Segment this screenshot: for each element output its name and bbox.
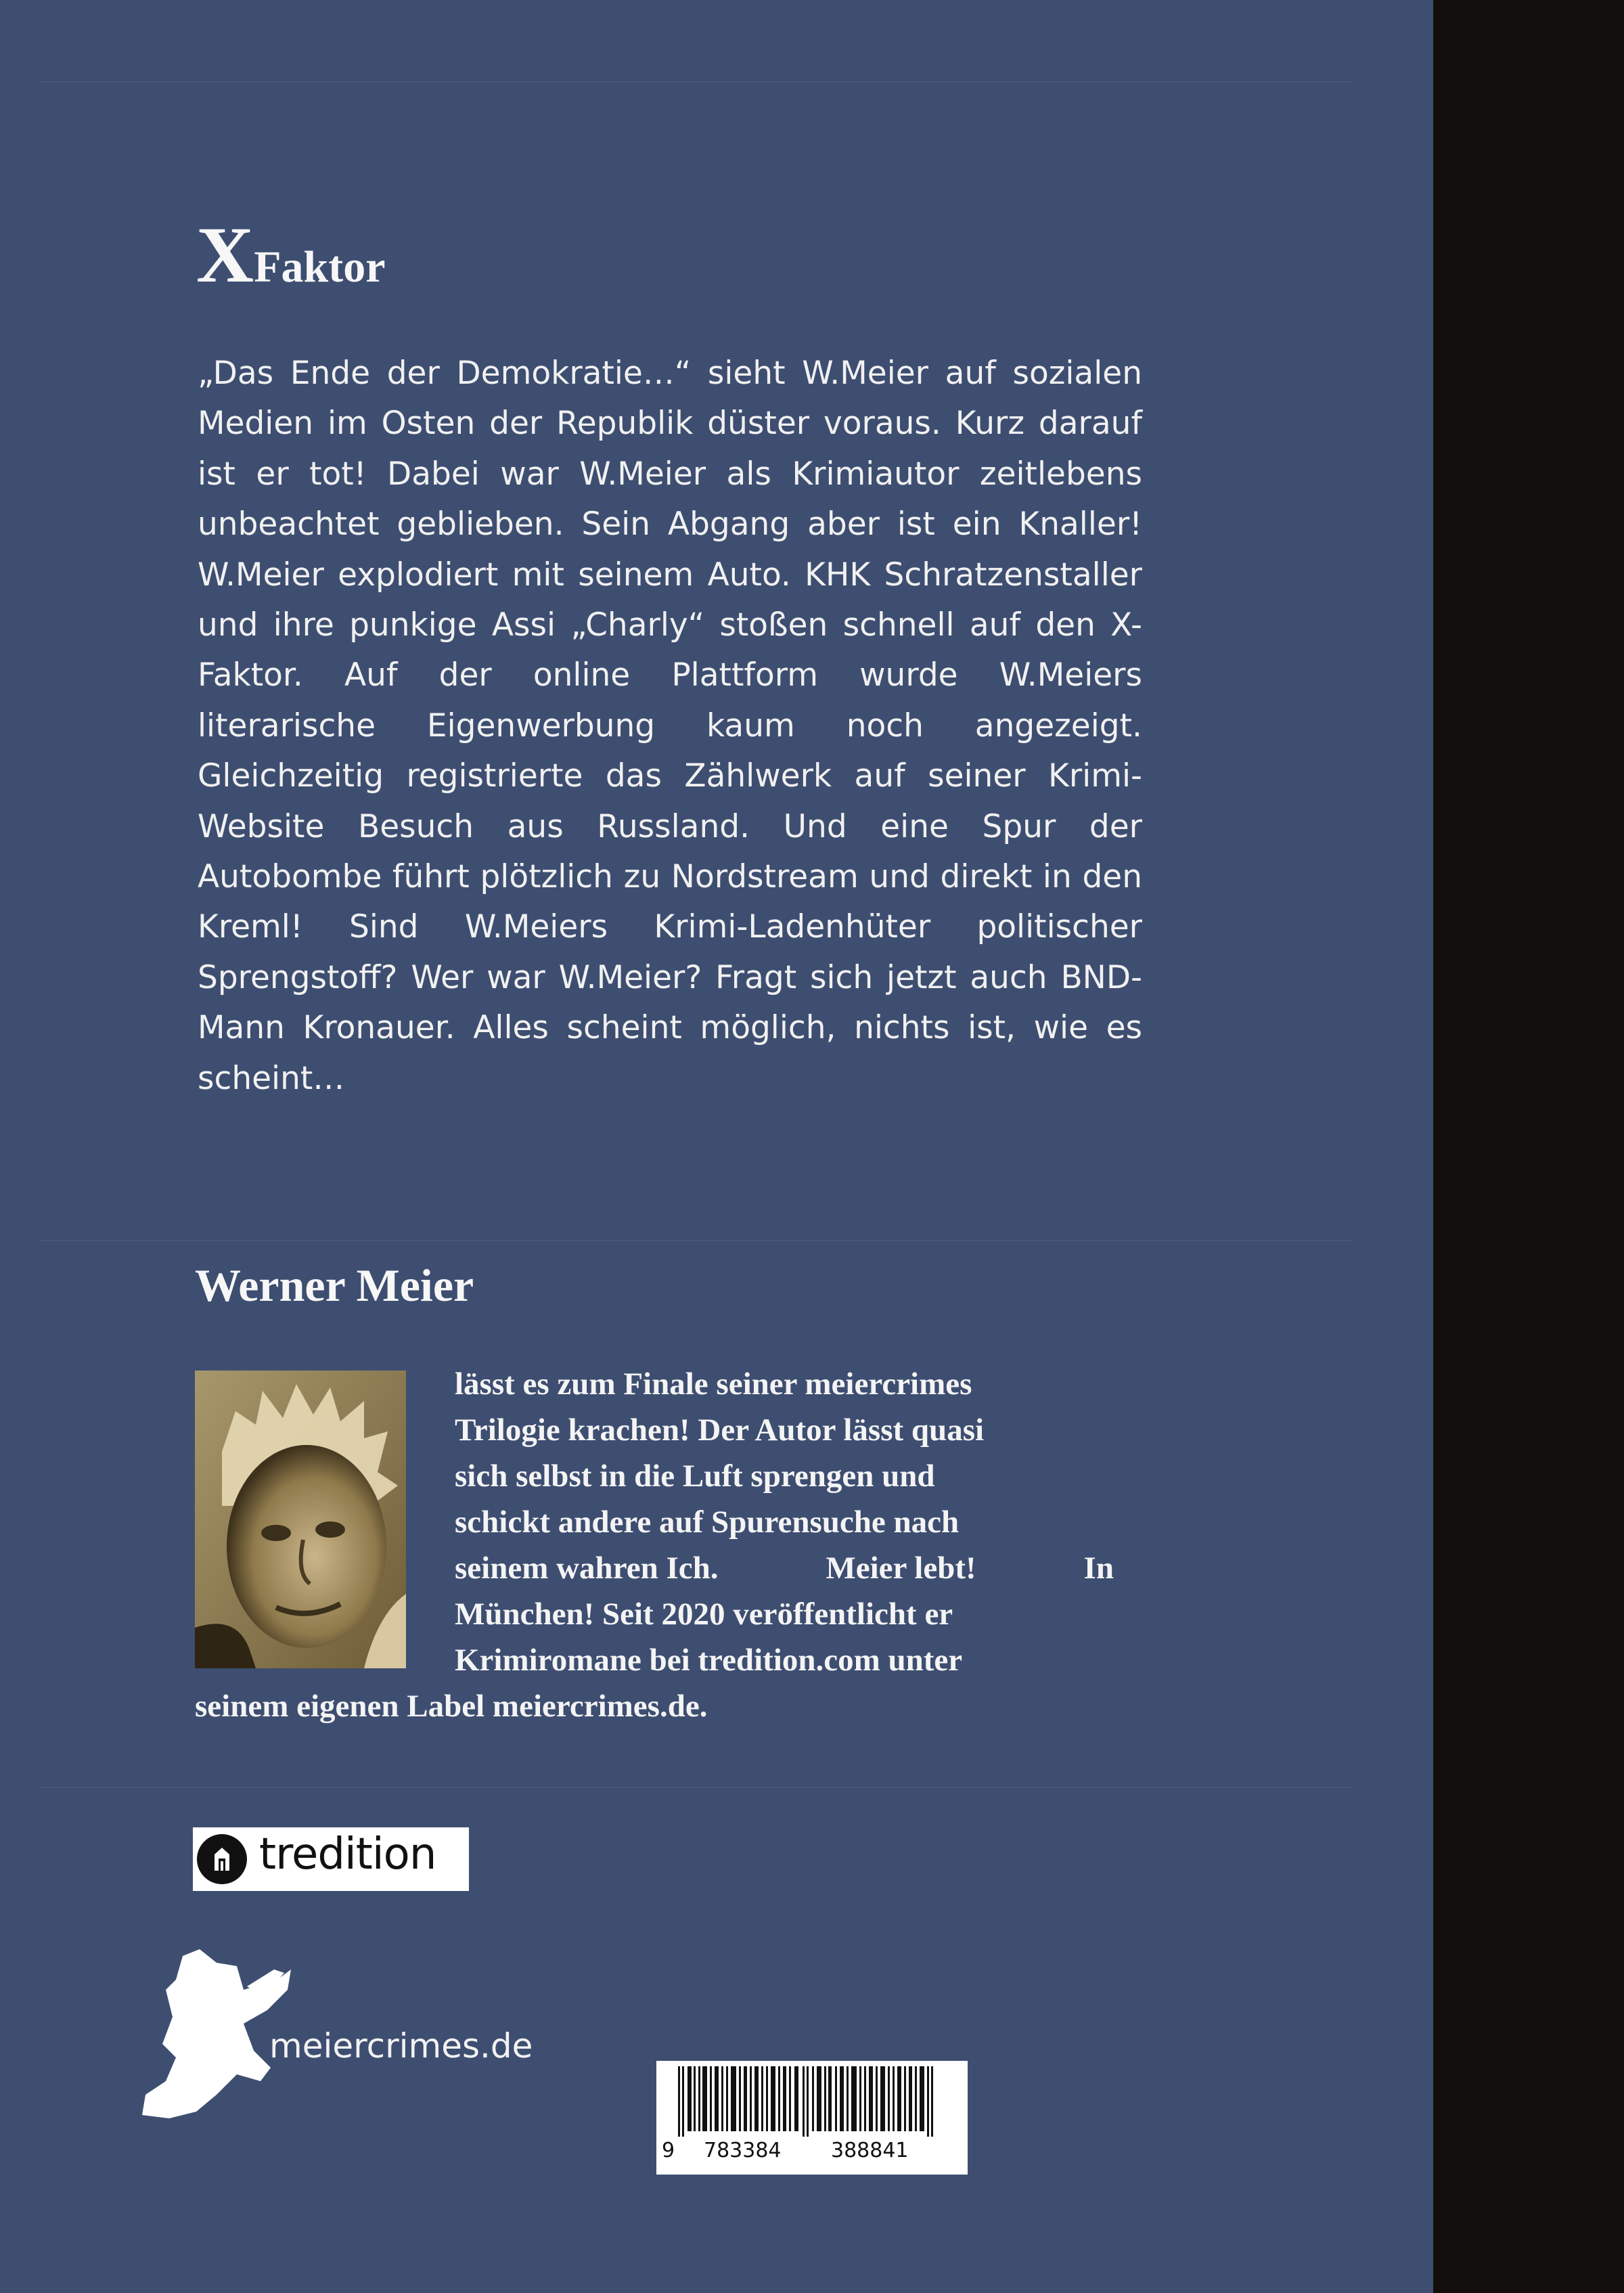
author-bio-line: Krimiromane bei tredition.com unter	[455, 1643, 963, 1678]
book-title-rest: Faktor	[254, 242, 386, 292]
cover-texture-line	[41, 81, 1353, 83]
isbn-barcode	[656, 2061, 968, 2175]
blurb-text: „Das Ende der Demokratie…“ sieht W.Meier auf sozialen Medien im Osten der Republik düster voraus. Kurz darauf ist er tot! Dabei war W.Meier als Krimiautor zeitlebens unbeachtet geblieben. Sein Abgang aber ist ein Knaller! W.Meier explodiert mit seinem Auto. KHK Schratzenstaller und ihre punkige Assi „Charly“ stoßen schnell auf den X-Faktor. Auf der online Plattform wurde W.Meiers literarische Eigenwerbung kaum noch angezeigt. Gleichzeitig registrierte das Zählwerk auf seiner Krimi-Website Besuch aus Russland. Und eine Spur der Autobombe führt plötzlich zu Nordstream und direkt in den Kreml! Sind W.Meiers Krimi-Ladenhüter politischer Sprengstoff? Wer war W.Meier? Fragt sich jetzt auch BND-Mann Kronauer. Alles scheint möglich, nichts ist, wie es scheint…	[198, 355, 1142, 1097]
author-name: Werner Meier	[195, 1260, 474, 1311]
barcode-lead-digit: 9	[662, 2139, 675, 2162]
author-bio-line: München! Seit 2020 veröffentlicht er	[455, 1597, 953, 1632]
barcode-digits-left: 783384	[704, 2139, 782, 2162]
barcode-digits-right: 388841	[831, 2139, 909, 2162]
author-bio-line: lässt es zum Finale seiner meiercrimes	[455, 1366, 972, 1402]
cover-texture-line	[41, 1240, 1353, 1241]
book-title	[196, 210, 386, 299]
author-bio-line: sich selbst in die Luft sprengen und	[455, 1459, 935, 1494]
author-portrait-image	[195, 1371, 406, 1668]
author-bio-line	[455, 1553, 1114, 1584]
tredition-wordmark: tredition	[259, 1829, 436, 1879]
author-bio-fragment: Meier lebt!	[826, 1551, 976, 1586]
tredition-logo-icon	[197, 1834, 247, 1884]
meiercrimes-wordmark: meiercrimes.de	[269, 2026, 533, 2066]
book-title-x: X	[196, 210, 254, 299]
spine-edge	[1433, 0, 1624, 2293]
author-bio-fragment: seinem wahren Ich.	[455, 1551, 719, 1586]
author-bio-line: seinem eigenen Label meiercrimes.de.	[195, 1689, 708, 1724]
author-bio-line: Trilogie krachen! Der Autor lässt quasi	[455, 1412, 985, 1448]
author-bio-fragment: In	[1083, 1551, 1114, 1586]
barcode-bars	[677, 2066, 947, 2137]
author-photo	[195, 1371, 406, 1668]
author-bio-line: schickt andere auf Spurensuche nach	[455, 1505, 960, 1540]
cover-texture-line	[41, 1787, 1353, 1788]
tredition-logo	[193, 1827, 469, 1891]
